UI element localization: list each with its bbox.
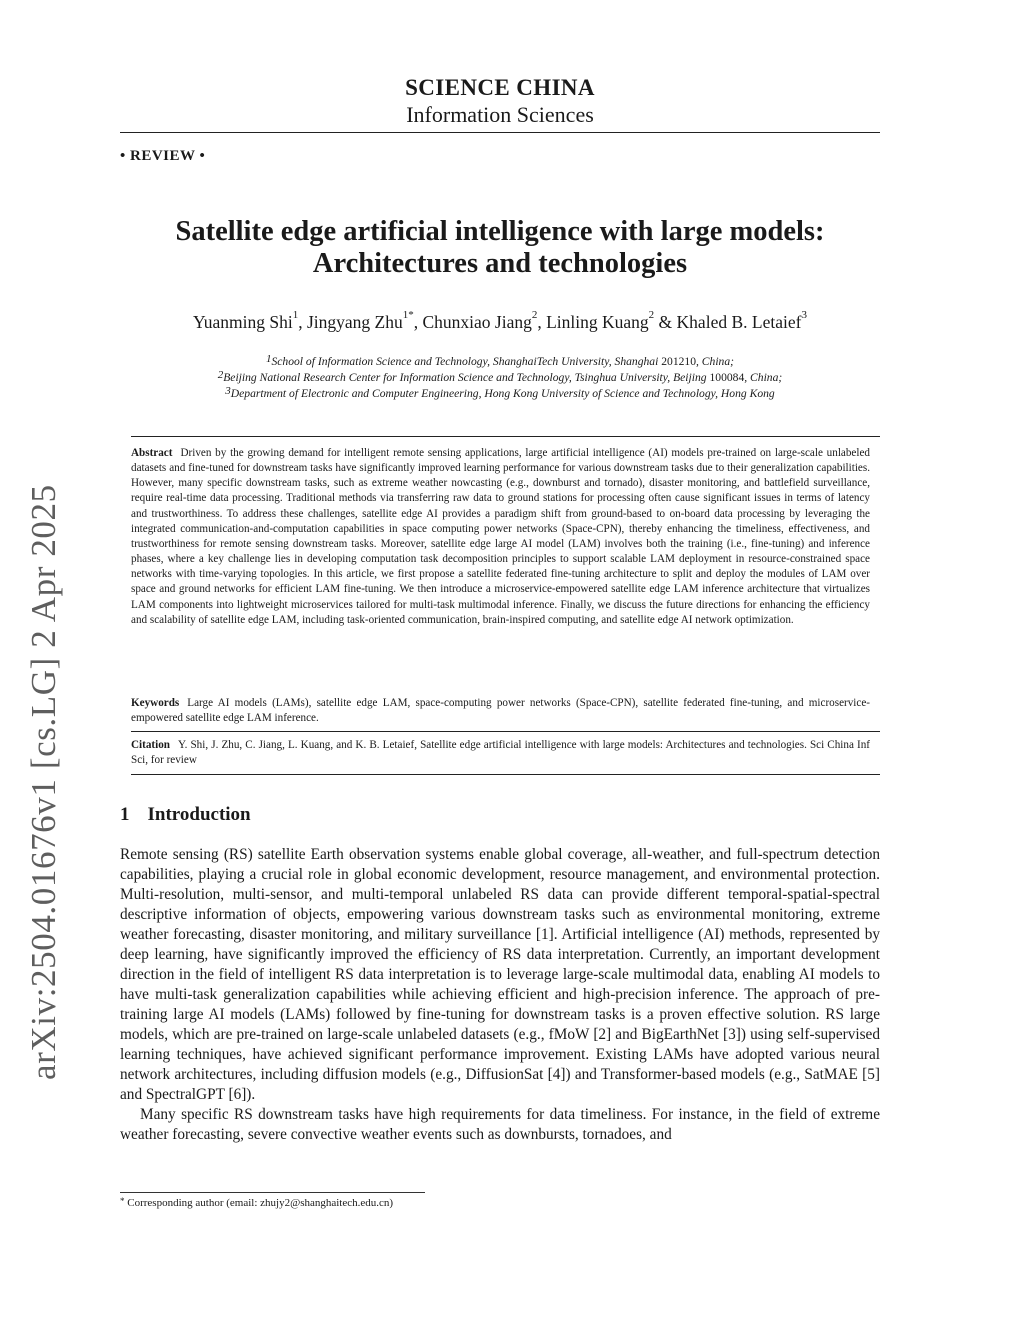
header-rule — [120, 132, 880, 133]
journal-header — [120, 74, 880, 128]
paragraph: Remote sensing (RS) satellite Earth observation systems enable global coverage, all-weather, and full-spectrum detection capabilities, playing a crucial role in global economic development, resource management, and environmental protection. Multi-resolution, multi-sensor, and multi-temporal unlabeled RS data can provide different temporal-spatial-spectral descriptive information of objects, empowering various downstream tasks such as environmental monitoring, extreme weather forecasting, disaster monitoring, and military surveillance [1]. Artificial intelligence (AI) methods, represented by deep learning, have significantly improved the efficiency of RS data interpretation. Currently, an important development direction in the field of intelligent RS data interpretation is to leverage large-scale multimodal data, enabling AI models to have multi-task generalization capabilities while achieving efficient and high-precision inference. The approach of pre-training large AI models (LAMs) followed by fine-tuning for downstream tasks is a proven effective solution. RS large models, which are pre-trained on large-scale unlabeled datasets (e.g., fMoW [2] and BigEarthNet [3]) using self-supervised learning techniques, have achieved significant performance improvement. Existing LAMs have adopted various neural network architectures, including diffusion models (e.g., DiffusionSat [4]) and Transformer-based models (e.g., SatMAE [5] and SpectralGPT [6]). — [120, 846, 880, 1103]
article-type: • REVIEW • — [120, 148, 206, 164]
keywords-text: Large AI models (LAMs), satellite edge LAM, space-computing power networks (Space-CPN), satellite federated fine-tuning, and microservice-empowered satellite edge LAM inference. — [131, 697, 870, 725]
author-list — [110, 309, 890, 333]
footnote-mark: * — [120, 1196, 125, 1206]
title-line-2: Architectures and technologies — [312, 248, 688, 279]
author: Khaled B. Letaief$^3$ — [676, 309, 807, 332]
journal-section: Information Sciences — [406, 102, 594, 127]
author: Chunxiao Jiang$^2$, — [422, 309, 547, 332]
section-heading — [120, 804, 251, 826]
affiliations — [110, 354, 890, 402]
affiliation-1: $^1$School of Information Science and Technology, ShanghaiTech University, Shanghai 201210, China; — [265, 353, 735, 368]
paragraph: Many specific RS downstream tasks have high requirements for data timeliness. For instance, in the field of extreme weather forecasting, severe convective weather events such as downbursts, tornadoes, and — [120, 1106, 880, 1143]
section-title: Introduction — [147, 804, 251, 825]
citation-rule — [131, 731, 880, 732]
body-text — [120, 845, 880, 1145]
keywords-label: Keywords — [131, 697, 180, 709]
author: Yuanming Shi$^1$, — [193, 309, 307, 332]
abstract — [131, 446, 870, 628]
abstract-bottom-rule — [131, 774, 880, 775]
affiliation-2: $^2$Beijing National Research Center for Information Science and Technology, Tsinghua University, Beijing 100084, China; — [217, 369, 783, 384]
paper-title — [110, 216, 890, 280]
footnote-text: Corresponding author (email: zhujy2@shanghaitech.edu.cn) — [127, 1197, 394, 1209]
affiliation-3: $^3$Department of Electronic and Computer Engineering, Hong Kong University of Science and Technology, Hong Kong — [225, 385, 775, 400]
arxiv-identifier: arXiv:2504.01676v1 [cs.LG] 2 Apr 2025 — [24, 484, 63, 1080]
abstract-top-rule — [131, 436, 880, 437]
keywords — [131, 696, 870, 727]
citation-label: Citation — [131, 739, 170, 751]
citation — [131, 738, 870, 769]
author: Linling Kuang$^2$ & — [546, 309, 677, 332]
citation-text: Y. Shi, J. Zhu, C. Jiang, L. Kuang, and K. B. Letaief, Satellite edge artificial intelligence with large models: Architectures and technologies. Sci China Inf Sci, for review — [131, 739, 870, 767]
abstract-label: Abstract — [131, 447, 173, 459]
title-line-1: Satellite edge artificial intelligence with large models: — [175, 216, 825, 247]
abstract-text: Driven by the growing demand for intelligent remote sensing applications, large artificial intelligence (AI) models pre-trained on large-scale unlabeled datasets and fine-tuned for downstream tasks have significantly improved learning performance for various downstream tasks due to their generalization capabilities. However, many specific downstream tasks, such as extreme weather nowcasting (e.g., downburst and tornado), disaster monitoring, and battlefield surveillance, require real-time data processing. Traditional methods via transferring raw data to ground stations for processing often cause significant issues in terms of latency and trustworthiness. To address these challenges, satellite edge AI provides a paradigm shift from ground-based to on-board data processing by leveraging the integrated communication-and-computation capabilities in space computing power networks (Space-CPN), thereby enhancing the timeliness, effectiveness, and trustworthiness for remote sensing downstream tasks. Moreover, satellite edge large AI model (LAM) involves both the training (i.e., fine-tuning) and inference phases, where a key challenge lies in developing computation task decomposition principles to support scalable LAM deployment in resource-constrained space networks with time-varying topologies. In this article, we first propose a satellite federated fine-tuning architecture to split and deploy the modules of LAM over space and ground networks for efficient LAM fine-tuning. We then introduce a microservice-empowered satellite edge LAM inference architecture that virtualizes LAM components into lightweight microservices tailored for multi-task multimodal inference. Finally, we discuss the future directions for enhancing the efficiency and scalability of satellite edge LAM, including task-oriented communication, brain-inspired computing, and satellite edge AI network optimization. — [131, 447, 870, 626]
footnote — [120, 1197, 393, 1209]
journal-name: SCIENCE CHINA — [405, 75, 595, 100]
author: Jingyang Zhu$^{1*}$, — [306, 309, 423, 332]
section-number: 1 — [120, 804, 130, 825]
footnote-rule — [120, 1192, 425, 1193]
